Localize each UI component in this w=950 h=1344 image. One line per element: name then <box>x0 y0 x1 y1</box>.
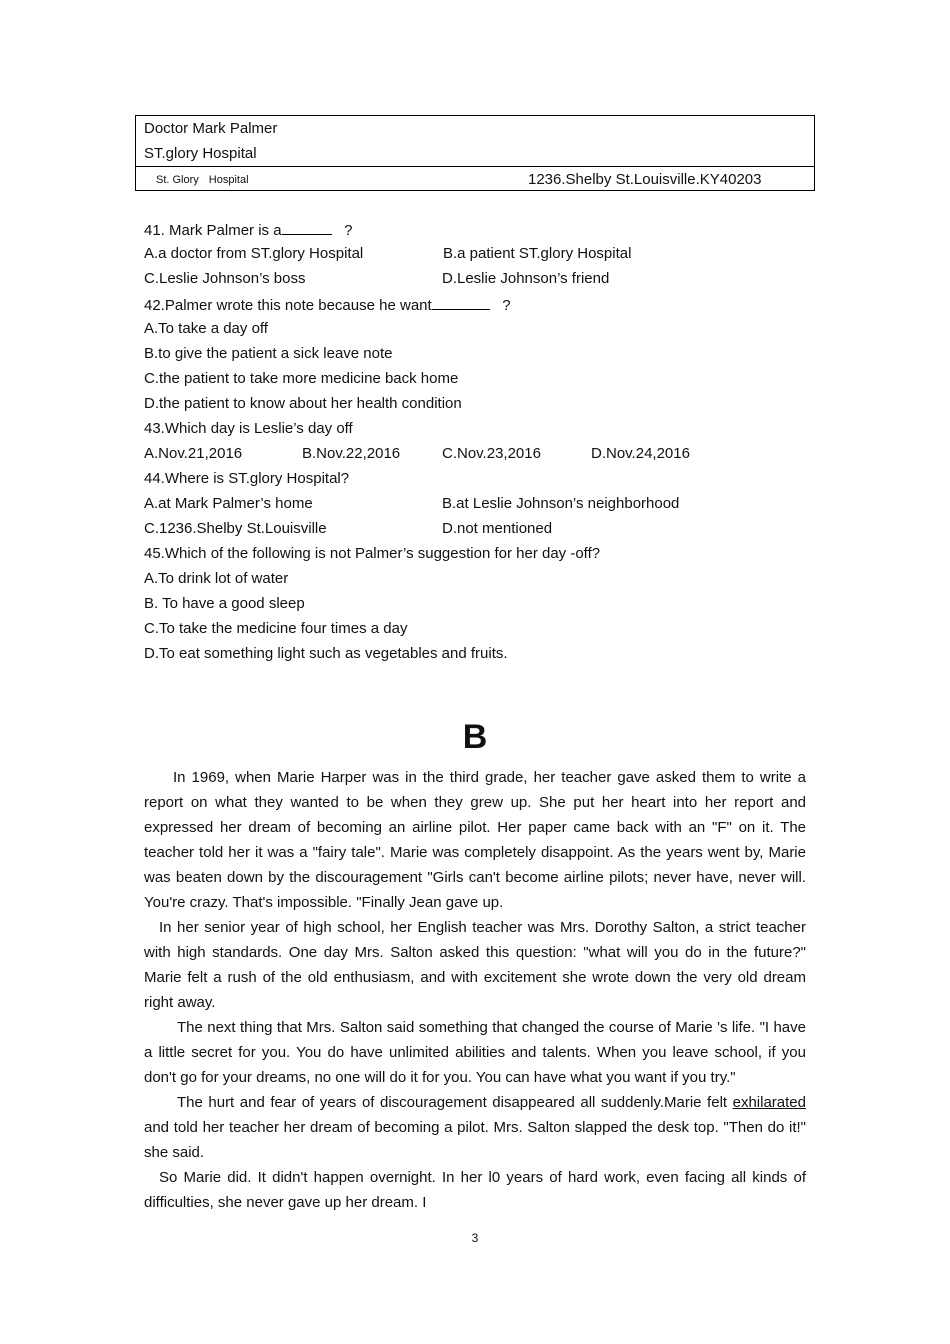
letter-header-box <box>135 115 815 191</box>
option-43-c: C.Nov.23,2016 <box>442 445 541 462</box>
option-43-b: B.Nov.22,2016 <box>302 445 401 462</box>
option-44-b: B.at Leslie Johnson’s neighborhood <box>442 495 680 512</box>
option-42-a: A.To take a day off <box>144 320 268 337</box>
passage-paragraph-2 <box>144 915 806 1015</box>
option-42-b: B.to give the patient a sick leave note <box>144 345 393 362</box>
option-44-c: C.1236.Shelby St.Louisville <box>144 520 327 537</box>
page-number: 3 <box>471 1231 479 1245</box>
question-45-stem: 45.Which of the following is not Palmer’s suggestion for her day -off? <box>144 545 601 562</box>
passage-paragraph-4 <box>144 1090 806 1165</box>
stem-text: 41. Mark Palmer is a <box>144 222 282 239</box>
hospital-footer-name <box>156 174 259 186</box>
option-42-c: C.the patient to take more medicine back home <box>144 370 459 387</box>
paragraph-text: So Marie did. It didn't happen overnight. In her l0 years of hard work, even facing all kinds of difficulties, she never gave up her dream. I <box>144 1169 806 1211</box>
paragraph-text: In her senior year of high school, her English teacher was Mrs. Dorothy Salton, a strict teacher with high standards. One day Mrs. Salton asked this question: "what will you do in the future?" Marie felt a rush of the old enthusiasm, and with excitement she wrote down the very old dream right away. <box>144 919 806 1011</box>
answer-blank <box>432 295 490 310</box>
hospital-address: 1236.Shelby St.Louisville.KY40203 <box>528 171 762 188</box>
question-42-stem <box>144 295 511 314</box>
option-41-d: D.Leslie Johnson’s friend <box>442 270 610 287</box>
paragraph-text <box>144 1090 806 1165</box>
question-41-stem <box>144 220 352 239</box>
question-44-stem: 44.Where is ST.glory Hospital? <box>144 470 350 487</box>
paragraph-text: In 1969, when Marie Harper was in the third grade, her teacher gave asked them to write a report on what they wanted to be when they grew up. She put her heart into her report and expressed her dream of becoming an airline pilot. Her paper came back with an "F" on it. The teacher told her it was a "fairy tale". Marie was completely disappoint. As the years went by, Marie was beaten down by the discouragement "Girls can't become airline pilots; never have, never will. You're crazy. That's impossible. "Finally Jean gave up. <box>144 769 806 911</box>
option-45-b: B. To have a good sleep <box>144 595 305 612</box>
question-43-stem: 43.Which day is Leslie’s day off <box>144 420 353 437</box>
question-mark: ? <box>502 297 511 314</box>
footer-name-part-2: Hospital <box>208 174 249 186</box>
answer-blank <box>282 220 332 235</box>
option-44-d: D.not mentioned <box>442 520 553 537</box>
divider <box>136 166 814 167</box>
question-mark: ? <box>344 222 353 239</box>
passage-paragraph-3 <box>144 1015 806 1090</box>
option-41-a: A.a doctor from ST.glory Hospital <box>144 245 364 262</box>
paragraph-text: The next thing that Mrs. Salton said something that changed the course of Marie 's life. "I have a little secret for you. You do have unlimited abilities and talents. When you leave school, if you don't go for your dreams, no one will do it for you. You can have what you want if you try." <box>144 1019 806 1086</box>
passage-paragraph-1 <box>144 765 806 915</box>
section-heading: B <box>462 718 488 756</box>
stem-text: 42.Palmer wrote this note because he want <box>144 297 432 314</box>
option-41-c: C.Leslie Johnson’s boss <box>144 270 306 287</box>
text-run: The hurt and fear of years of discouragement disappeared all suddenly.Marie felt <box>177 1094 733 1111</box>
doctor-name: Doctor Mark Palmer <box>144 120 278 137</box>
option-44-a: A.at Mark Palmer’s home <box>144 495 313 512</box>
underlined-vocabulary-word: exhilarated <box>732 1094 806 1111</box>
option-41-b: B.a patient ST.glory Hospital <box>443 245 632 262</box>
footer-name-part-1: St. Glory <box>156 174 199 186</box>
option-42-d: D.the patient to know about her health condition <box>144 395 462 412</box>
option-45-c: C.To take the medicine four times a day <box>144 620 408 637</box>
option-43-a: A.Nov.21,2016 <box>144 445 243 462</box>
text-run: and told her teacher her dream of becoming a pilot. Mrs. Salton slapped the desk top. "Then do it!" she said. <box>144 1119 806 1161</box>
option-45-a: A.To drink lot of water <box>144 570 289 587</box>
option-45-d: D.To eat something light such as vegetables and fruits. <box>144 645 508 662</box>
option-43-d: D.Nov.24,2016 <box>591 445 690 462</box>
hospital-name: ST.glory Hospital <box>144 145 257 162</box>
passage-paragraph-5 <box>144 1165 806 1215</box>
